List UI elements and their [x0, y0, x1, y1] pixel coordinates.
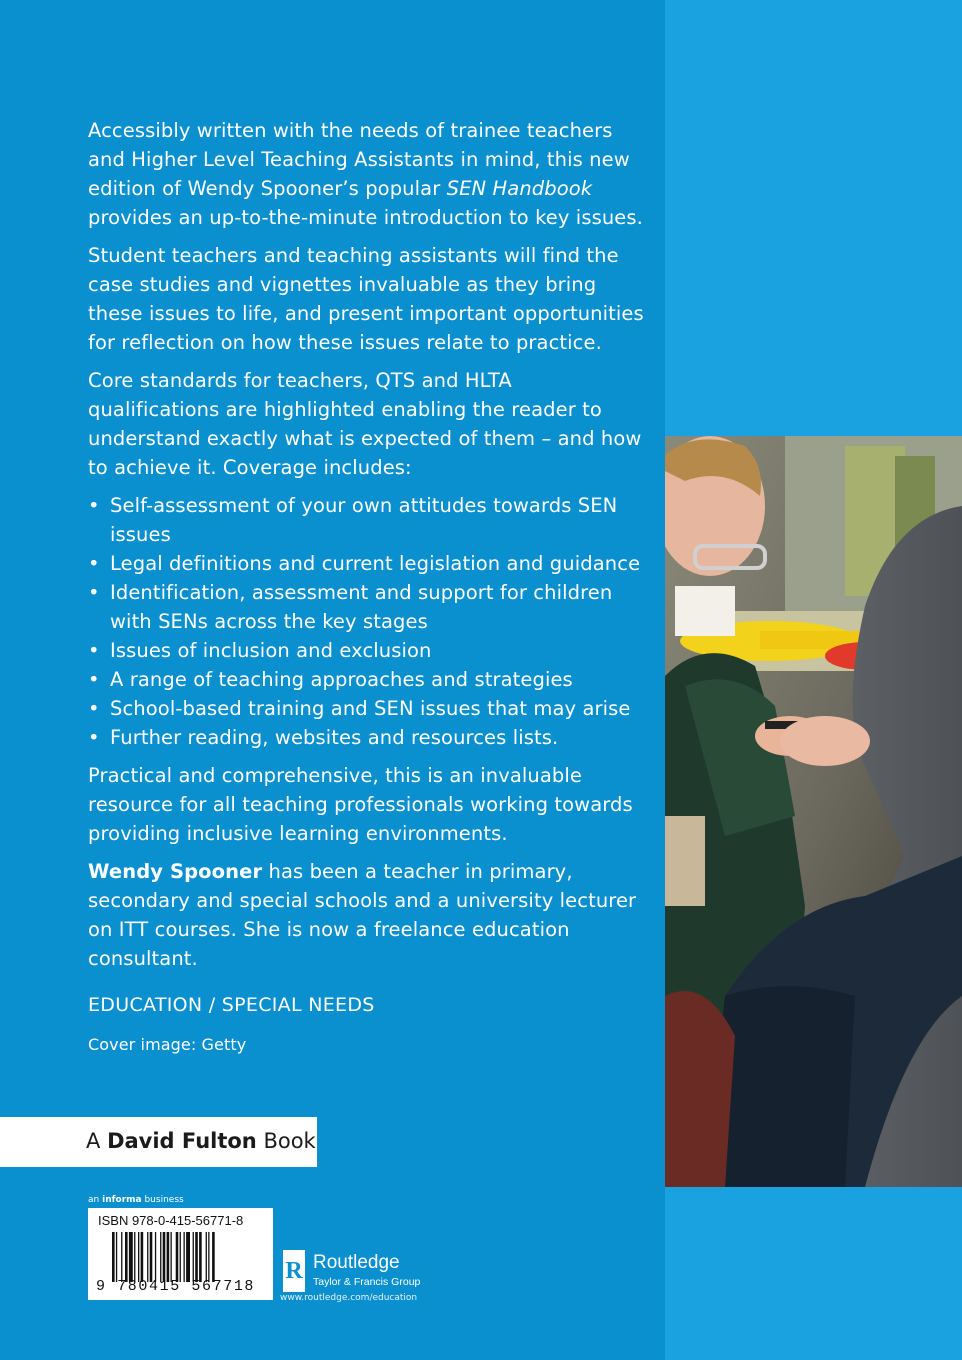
- barcode: [88, 1208, 273, 1300]
- imprint-text: A David Fulton Book: [86, 1129, 316, 1153]
- bullet-icon: •: [88, 726, 100, 749]
- barcode-bar: [138, 1232, 139, 1282]
- barcode-bar: [180, 1232, 181, 1282]
- book-title-italic: SEN Handbook: [446, 177, 593, 200]
- barcode-bar: [134, 1232, 135, 1282]
- barcode-bar: [186, 1232, 190, 1282]
- list-item: • Legal definitions and current legislation and guidance: [88, 549, 648, 578]
- list-item: • A range of teaching approaches and strategies: [88, 665, 648, 694]
- barcode-bar: [155, 1232, 156, 1282]
- barcode-bar: [212, 1232, 215, 1282]
- blurb-paragraph-standards: Core standards for teachers, QTS and HLTA qualifications are highlighted enabling the reader to understand exactly what is expected of them – and how to achieve it. Coverage includes:: [88, 369, 642, 479]
- list-item: • Further reading, websites and resources lists.: [88, 723, 648, 752]
- bullet-icon: •: [88, 639, 100, 662]
- barcode-bar: [160, 1232, 161, 1282]
- barcode-bar: [116, 1232, 117, 1282]
- barcode-bar: [129, 1232, 133, 1282]
- intro-text-b: provides an up-to-the-minute introduction to key issues.: [88, 206, 643, 229]
- barcode-bar: [208, 1232, 209, 1282]
- list-item: • Issues of inclusion and exclusion: [88, 636, 648, 665]
- barcode-bar: [176, 1232, 179, 1282]
- svg-text:R: R: [285, 1258, 303, 1284]
- cover-image-credit: Cover image: Getty: [88, 1035, 247, 1054]
- bullet-icon: •: [88, 552, 100, 575]
- list-item: • School-based training and SEN issues that may arise: [88, 694, 648, 723]
- imprint-name: David Fulton: [107, 1129, 257, 1153]
- cover-photo: [665, 436, 962, 1187]
- barcode-bar: [141, 1232, 144, 1282]
- imprint-banner: [0, 1117, 317, 1167]
- publisher-name: Routledge: [313, 1252, 400, 1273]
- list-item: • Self-assessment of your own attitudes towards SEN issues: [88, 491, 648, 549]
- barcode-bar: [125, 1232, 128, 1282]
- author-name: Wendy Spooner: [88, 860, 263, 883]
- informa-tagline: an informa business: [88, 1195, 184, 1205]
- barcode-bar: [121, 1232, 122, 1282]
- barcode-digits: 9 780415 567718: [96, 1278, 256, 1295]
- barcode-bar: [184, 1232, 185, 1282]
- publisher-group: Taylor & Francis Group: [313, 1276, 421, 1288]
- barcode-bar: [199, 1232, 202, 1282]
- bullet-icon: •: [88, 697, 100, 720]
- blurb: [88, 116, 648, 1059]
- blurb-paragraph-case-studies: Student teachers and teaching assistants will find the case studies and vignettes invaluable as they bring these issues to life, and present important opportunities for reflection on how these issues relate to practice.: [88, 244, 644, 354]
- barcode-bar: [150, 1232, 153, 1282]
- bullet-icon: •: [88, 581, 100, 604]
- barcode-bar: [193, 1232, 194, 1282]
- classroom-photo-illustration: [665, 436, 962, 1187]
- barcode-bars: [112, 1232, 267, 1282]
- author-bio-text: has been a teacher in primary, secondary and special schools and a university lecturer on ITT courses. She is now a freelance education consultant.: [88, 860, 637, 970]
- barcode-bar: [167, 1232, 170, 1282]
- list-item: • Identification, assessment and support for children with SENs across the key stages: [88, 578, 648, 636]
- barcode-bar: [163, 1232, 166, 1282]
- isbn-label: ISBN 978-0-415-56771-8: [98, 1213, 244, 1228]
- intro-text-a: Accessibly written with the needs of trainee teachers and Higher Level Teaching Assistants in mind, this new edition of Wendy Spooner’s popular: [88, 119, 630, 200]
- publisher-url[interactable]: www.routledge.com/education: [280, 1293, 418, 1303]
- routledge-logo-icon: [283, 1250, 305, 1292]
- barcode-bar: [171, 1232, 172, 1282]
- bullet-icon: •: [88, 494, 100, 517]
- bullet-icon: •: [88, 668, 100, 691]
- barcode-bar: [206, 1232, 207, 1282]
- barcode-bar: [195, 1232, 198, 1282]
- blurb-paragraph-intro: [88, 116, 648, 232]
- barcode-bar: [112, 1232, 115, 1282]
- coverage-list: [88, 491, 648, 752]
- subject-category: EDUCATION / SPECIAL NEEDS: [88, 994, 375, 1016]
- author-bio: [88, 857, 648, 973]
- barcode-bar: [147, 1232, 148, 1282]
- blurb-paragraph-summary: Practical and comprehensive, this is an invaluable resource for all teaching professionals working towards providing inclusive learning environments.: [88, 764, 633, 845]
